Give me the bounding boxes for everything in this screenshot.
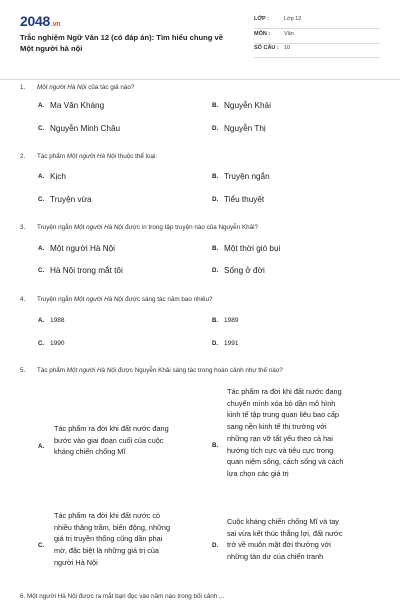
question-number: 5.	[20, 367, 26, 374]
meta-row-subject	[254, 29, 380, 44]
meta-value: Lớp 12	[284, 16, 302, 22]
question-6-partial: 6. Một người Hà Nội được ra mắt bạn đọc vào năm nào trong bối cảnh ...	[20, 593, 225, 600]
option-text: Tác phẩm ra đời khi đất nước đang chuyển mình xóa bỏ dần mô hình kinh tế tập trung quan liêu bao cấp sang nền kinh tế thị trường với những rạn vỡ tất yếu theo cả hai hướng tích cực và tiêu cực trong quan niệm sống, cách sống và cách lựa chọn các giá trị	[227, 387, 344, 478]
question-number: 4.	[20, 296, 26, 303]
logo-text: 2048	[20, 13, 50, 29]
document-header	[0, 0, 400, 80]
logo-suffix: .vn	[50, 21, 61, 28]
question-number: 3.	[20, 224, 26, 231]
question-text: Truyện ngắn Một người Hà Nội được in trong tập truyện nào của Nguyễn Khải?	[37, 224, 259, 231]
site-logo[interactable]	[20, 13, 60, 29]
meta-label: SỐ CÂU :	[254, 45, 279, 51]
document-title: Trắc nghiệm Ngữ Văn 12 (có đáp án): Tìm hiểu chung về Một người hà nội	[20, 33, 223, 53]
header-divider	[0, 79, 400, 80]
question-text: Tác phẩm Một người Hà Nội được Nguyễn Khải sáng tác trong hoàn cảnh như thế nào?	[37, 367, 283, 374]
meta-row-count	[254, 43, 380, 58]
meta-label: MÔN :	[254, 31, 271, 37]
meta-row-class	[254, 14, 380, 29]
meta-value: Văn	[284, 31, 294, 37]
question-text: Một người Hà Nội của tác giả nào?	[37, 84, 135, 91]
option-text: Tác phẩm ra đời khi đất nước có nhiều thăng trầm, biến động, những giá trị truyền thống cũng dần phai mờ, đặc biệt là những giá trị của người Hà Nội	[54, 511, 171, 567]
document-page: 2048.vn Trắc nghiệm Ngữ Văn 12 (có đáp án): Tìm hiểu chung về Một người hà nội LỚP : Lớp 12 MÔN : Văn SỐ CÂU : 10 1. Một người Hà Nội của tác giả nào? A. Ma Văn Kháng B. Nguyễn Khải C. Nguyễn Minh Châu D. Nguyễn Thị 2. Tác phẩm Một người Hà Nội thuộc thể loại: A. Kịch B. Truyện ngắn C. Truyện vừa D. Tiểu thuyết 3. Truyện ngắn Một người Hà Nội được in trong tập truyện nào của Nguyễn Khải? A. Một người Hà Nội B. Một thời gió bụi C. Hà Nội trong mắt tôi D. Sống ở đời 4. Truyện ngắn Một người Hà Nội được sáng tác năm bao nhiêu? A. 1988 B. 1989 C. 1990 D. 1991 5. Tác phẩm Một người Hà Nội được Nguyễn Khải sáng tác trong hoàn cảnh như thế nào? A. Tác phẩm ra đời khi đất nước đang bước vào giai đoạn cuối của cuộc kháng chiến chống Mĩ B. Tác phẩm ra đời khi đất nước đang chuyển mình xóa bỏ dần mô hình kinh tế tập trung quan liêu bao cấp sang nền kinh tế thị trường với những rạn vỡ tất yếu theo cả hai hướng tích cực và tiêu cực trong quan niệm sống, cách sống và cách lựa chọn các giá trị C. Tác phẩm ra đời khi đất nước có nhiều thăng trầm, biến động, những giá trị truyền thống cũng dần phai mờ, đặc biệt là những giá trị của người Hà Nội D. Cuộc kháng chiến chống Mĩ và tay sai vừa kết thúc thắng lợi, đất nước trở về muôn mặt đời thường với những tàn dư của chiến tranh 6. Một người Hà Nội được ra mắt bạn đọc vào năm nào trong bối cảnh ...	[0, 0, 400, 600]
question-text: Truyện ngắn Một người Hà Nội được sáng tác năm bao nhiêu?	[37, 296, 213, 303]
question-number: 2.	[20, 153, 26, 160]
question-text: Tác phẩm Một người Hà Nội thuộc thể loại:	[37, 153, 158, 160]
question-number: 1.	[20, 84, 26, 91]
meta-value: 10	[284, 45, 291, 51]
option-text: Cuộc kháng chiến chống Mĩ và tay sai vừa kết thúc thắng lợi, đất nước trở về muôn mặt đời thường với những tàn dư của chiến tranh	[227, 517, 343, 562]
meta-label: LỚP :	[254, 16, 269, 22]
option-text: Tác phẩm ra đời khi đất nước đang bước vào giai đoạn cuối của cuộc kháng chiến chống Mĩ	[54, 424, 169, 457]
